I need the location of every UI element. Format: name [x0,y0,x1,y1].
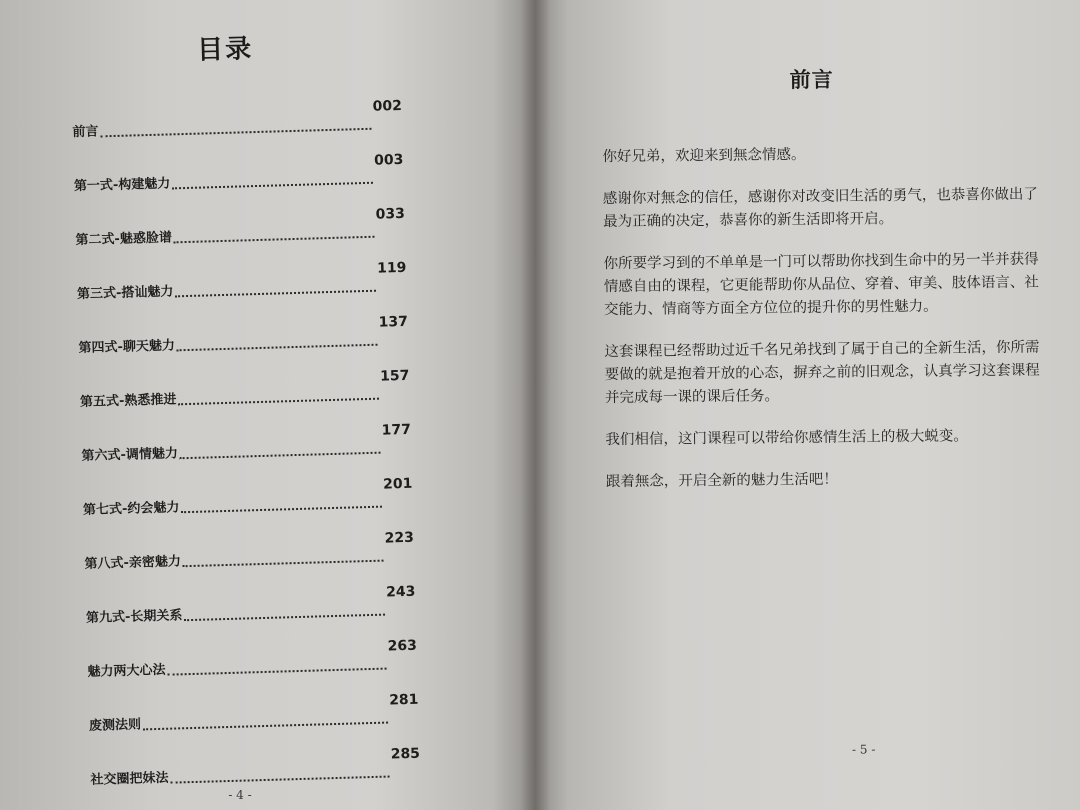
toc-entry-label: 社交圈把妹法 [90,770,169,788]
toc-entry-label: 前言 [72,124,99,141]
table-of-contents [0,0,535,810]
toc-entry-label: 第五式-熟悉推进 [79,392,177,411]
toc-entry-label: 第九式-长期关系 [85,608,183,626]
page-number: - 5 - [851,742,876,757]
toc-entry-page: 201 [382,475,413,493]
toc-entry [83,512,414,575]
toc-dot-leader [171,776,390,784]
toc-entry-page: 119 [376,259,407,277]
toc-entry [71,80,402,143]
toc-entry-page: 177 [381,421,412,439]
toc-entry-page: 223 [384,529,415,547]
toc-entry [85,566,416,629]
preface-paragraph: 跟着無念，开启全新的魅力生活吧！ [605,471,838,491]
toc-dot-leader [178,398,378,406]
toc-entry-label: 魅力两大心法 [87,662,166,680]
right-page [535,0,1080,810]
preface [535,0,1080,810]
toc-entry [88,674,419,737]
toc-entry-label: 第一式-构建魅力 [73,176,171,195]
toc-dot-leader [175,290,375,298]
toc-dot-leader [174,236,374,244]
toc-entry-page: 003 [373,151,404,169]
toc-entry [76,242,407,305]
toc-dot-leader [183,560,383,568]
preface-paragraph: 我们相信，这门课程可以带给你感情生活上的极大蜕变。 [605,428,968,449]
toc-entry [86,620,417,683]
preface-title: 前言 [789,67,834,93]
preface-paragraph: 你好兄弟，欢迎来到無念情感。 [602,146,806,166]
toc-entry-page: 002 [372,97,403,115]
toc-entry-label: 第七式-约会魅力 [82,500,180,518]
page-number: - 4 - [228,788,252,802]
toc-entry-label: 废测法则 [88,717,142,734]
toc-entry [80,404,411,467]
toc-title: 目录 [196,34,254,66]
preface-paragraph: 感谢你对無念的信任，感谢你对改变旧生活的勇气，也恭喜你做出了最为正确的决定，恭喜你的新生活即将开启。 [602,186,1038,231]
toc-entry-label: 第四式-聊天魅力 [78,338,176,357]
toc-entry-page: 033 [375,205,406,223]
toc-entry-label: 第六式-调情魅力 [81,446,179,465]
preface-paragraph: 这套课程已经帮助过近千名兄弟找到了属于自己的全新生活，你所需要做的就是抱着开放的心态，摒弃之前的旧观念，认真学习这套课程并完成每一课的课后任务。 [604,339,1040,407]
toc-dot-leader [180,452,380,460]
toc-entry-page: 281 [388,691,419,709]
toc-entry-page: 285 [390,745,421,763]
toc-entry [89,728,420,791]
toc-entry-page: 157 [379,367,410,385]
toc-dot-leader [177,344,377,352]
toc-entry-label: 第八式-亲密魅力 [84,554,182,572]
toc-entry-label: 第三式-搭讪魅力 [76,284,174,303]
toc-entry [77,296,408,359]
toc-entry-page: 263 [387,637,418,655]
left-page [0,0,535,810]
preface-body [602,142,1041,514]
toc-entry [82,458,413,521]
toc-dot-leader [172,182,372,190]
toc-dot-leader [184,614,384,622]
toc-entry-label: 第二式-魅惑脸谱 [75,230,173,249]
toc-dot-leader [181,506,381,514]
toc-list [71,80,420,791]
toc-entry [73,134,404,197]
toc-entry-page: 137 [378,313,409,331]
toc-entry-page: 243 [385,583,416,601]
preface-paragraph: 你所要学习到的不单单是一门可以帮助你找到生命中的另一半并获得情感自由的课程，它更能帮助你从品位、穿着、审美、肢体语言、社交能力、情商等方面全方位位的提升你的男性魅力。 [603,251,1039,319]
toc-entry [74,188,405,251]
toc-entry [79,350,410,413]
